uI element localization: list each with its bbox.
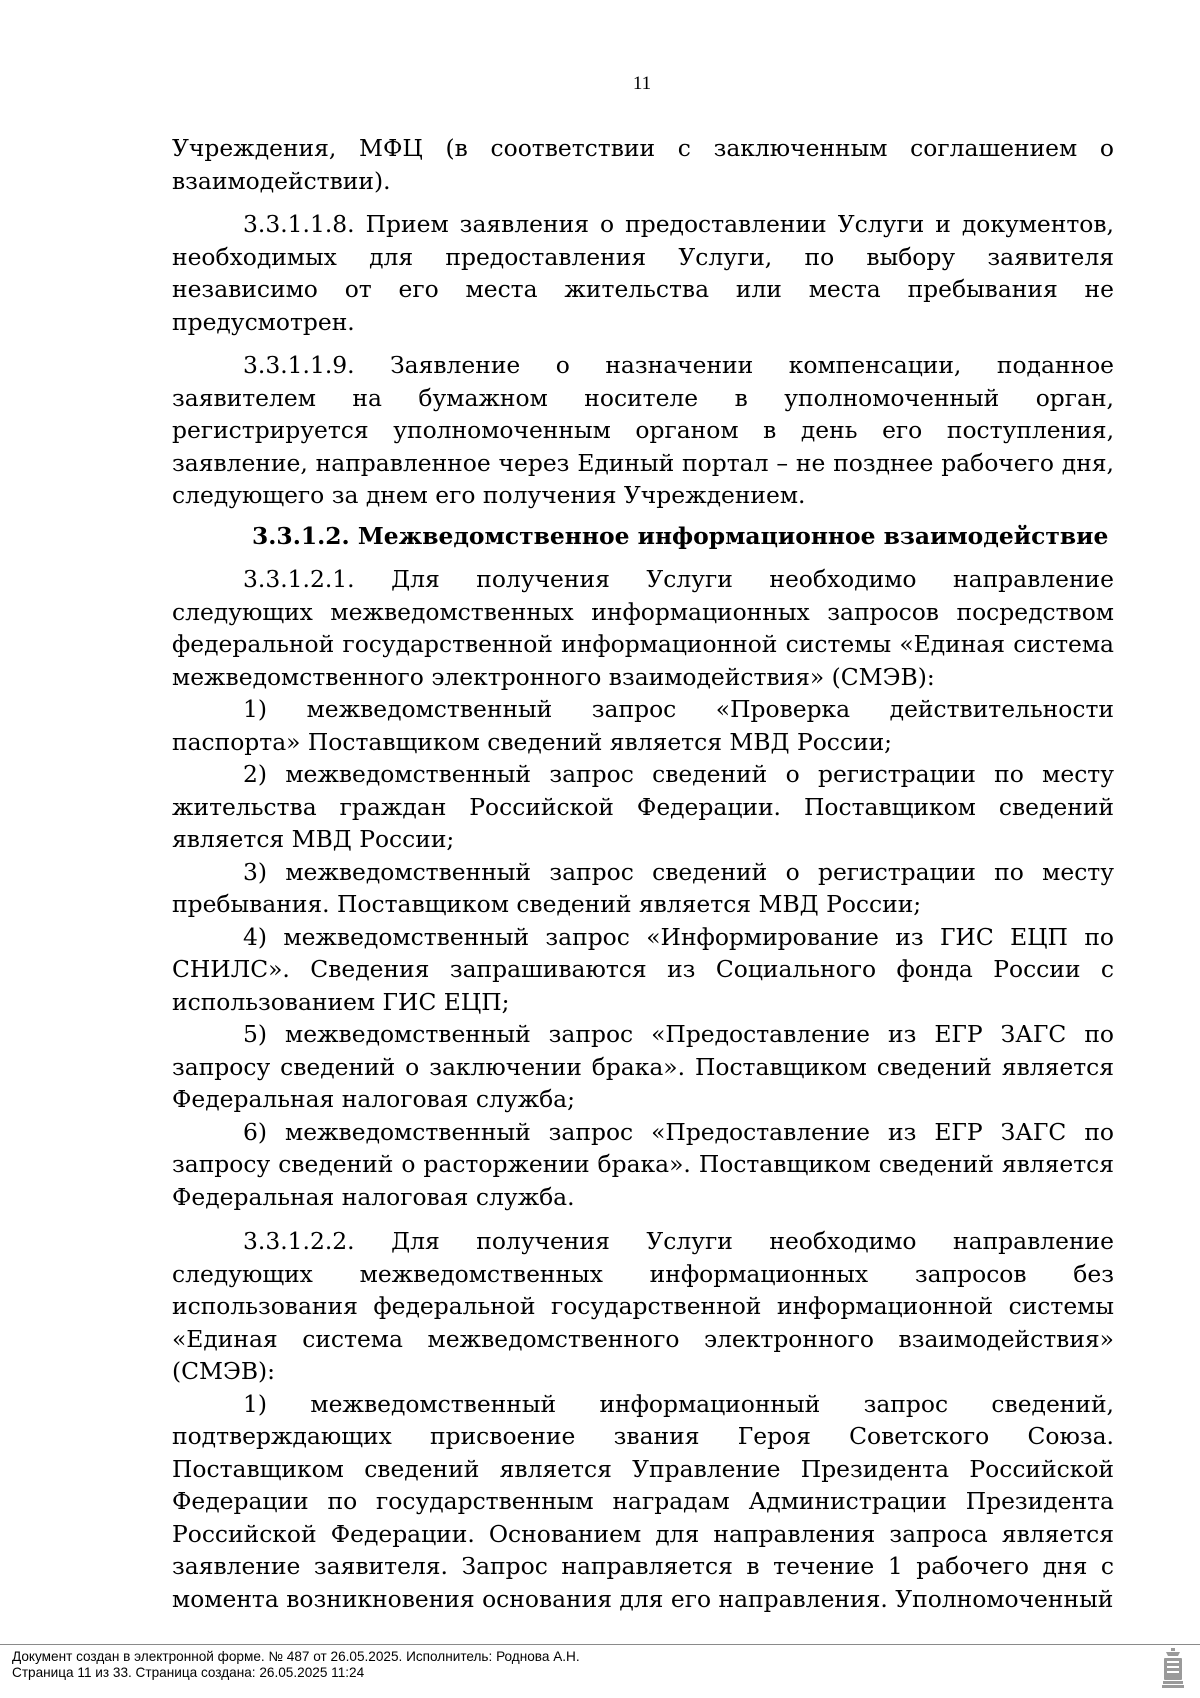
list-item: 4) межведомственный запрос «Информирование из ГИС ЕЦП по СНИЛС». Сведения запрашиваются из Социального фонда России с использованием ГИС ЕЦП;: [172, 922, 1114, 1016]
footer-divider: [0, 1644, 1200, 1645]
document-body: [172, 132, 1114, 1615]
footer-text: [12, 1649, 580, 1681]
footer-document-info: Документ создан в электронной форме. № 487 от 26.05.2025. Исполнитель: Роднова А.Н.: [12, 1649, 580, 1664]
paragraph-3-3-1-2-1: 3.3.1.2.1. Для получения Услуги необходимо направление следующих межведомственных информационных запросов посредством федеральной государственной информационной системы «Единая система межведомственного электронного взаимодействия» (СМЭВ):: [172, 565, 1114, 691]
coat-of-arms-icon: [1162, 1648, 1184, 1688]
list-item: 5) межведомственный запрос «Предоставление из ЕГР ЗАГС по запросу сведений о заключении брака». Поставщиком сведений является Федеральная налоговая служба;: [172, 1020, 1114, 1113]
paragraph-3-3-1-1-9: 3.3.1.1.9. Заявление о назначении компенсации, поданное заявителем на бумажном носителе в уполномоченный орган, регистрируется уполномоченным органом в день его поступления, заявление, направленное через Единый портал – не позднее рабочего дня, следующего за днем его получения Учреждением.: [172, 351, 1114, 509]
footer-page-info: Страница 11 из 33. Страница создана: 26.05.2025 11:24: [12, 1665, 365, 1680]
section-heading: 3.3.1.2. Межведомственное информационное взаимодействие: [252, 521, 1109, 550]
list-item: 6) межведомственный запрос «Предоставление из ЕГР ЗАГС по запросу сведений о расторжении брака». Поставщиком сведений является Федеральная налоговая служба.: [172, 1117, 1114, 1211]
list-item: 3) межведомственный запрос сведений о регистрации по месту пребывания. Поставщиком сведений является МВД России;: [172, 857, 1114, 918]
paragraph-3-3-1-2-2: 3.3.1.2.2. Для получения Услуги необходимо направление следующих межведомственных информационных запросов без использования федеральной государственной информационной системы «Единая система межведомственного электронного взаимодействия» (СМЭВ):: [172, 1227, 1114, 1385]
list-item: 1) межведомственный запрос «Проверка действительности паспорта» Поставщиком сведений является МВД России;: [172, 695, 1114, 756]
paragraph-continuation: Учреждения, МФЦ (в соответствии с заключенным соглашением о взаимодействии).: [172, 134, 1114, 195]
list-item: 1) межведомственный информационный запрос сведений, подтверждающих присвоение звания Героя Советского Союза. Поставщиком сведений является Управление Президента Российской Федерации по государственным наградам Администрации Президента Российской Федерации. Основанием для направления запроса является заявление заявителя. Запрос направляется в течение 1 рабочего дня с момента возникновения основания для его направления. Уполномоченный: [172, 1389, 1114, 1613]
page-number: 11: [632, 73, 652, 94]
list-item: 2) межведомственный запрос сведений о регистрации по месту жительства граждан Российской Федерации. Поставщиком сведений является МВД России;: [172, 760, 1114, 853]
paragraph-3-3-1-1-8: 3.3.1.1.8. Прием заявления о предоставлении Услуги и документов, необходимых для предоставления Услуги, по выбору заявителя независимо от его места жительства или места пребывания не предусмотрен.: [172, 210, 1114, 336]
